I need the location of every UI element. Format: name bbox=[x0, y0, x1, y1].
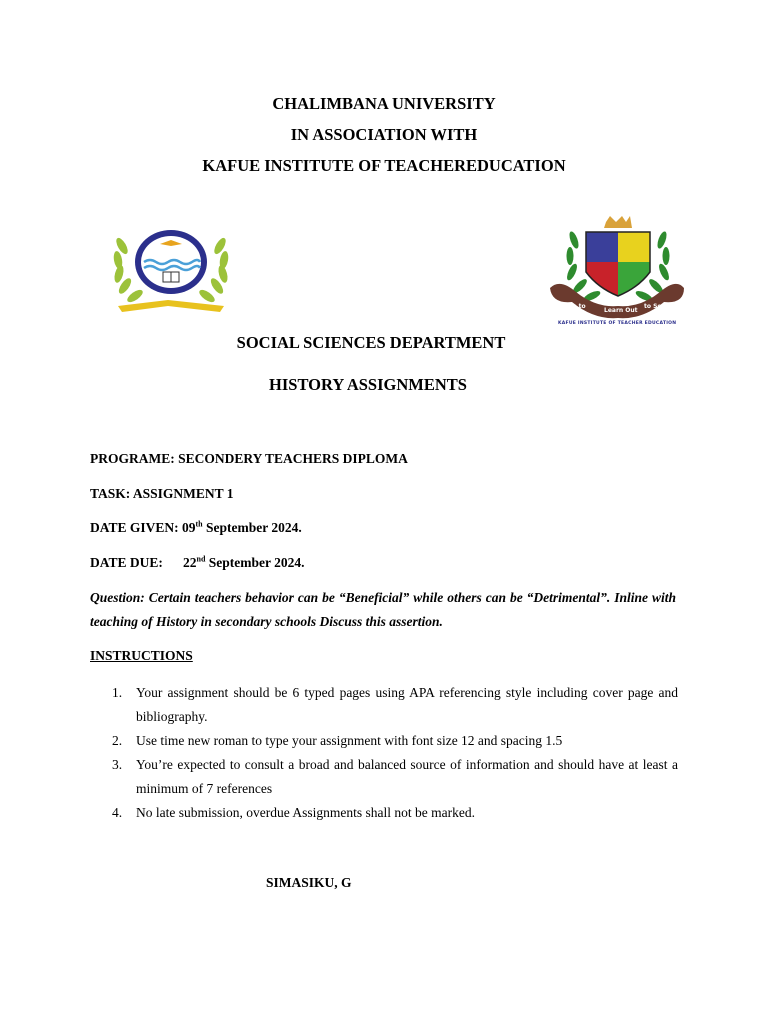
list-item-number: 1. bbox=[112, 685, 123, 700]
list-item-text: No late submission, overdue Assignments shall not be marked. bbox=[136, 805, 475, 820]
date-due-field bbox=[90, 554, 305, 572]
task-field: TASK: ASSIGNMENT 1 bbox=[90, 486, 234, 501]
date-given-field bbox=[90, 519, 302, 537]
date-due-day: 22 bbox=[183, 555, 197, 570]
lecturer-signature: SIMASIKU, G bbox=[266, 875, 352, 890]
list-item-number: 2. bbox=[112, 733, 123, 748]
date-given-suffix: th bbox=[195, 519, 203, 529]
crest-motto-3: to Serve bbox=[644, 303, 673, 310]
assignment-question: Question: Certain teachers behavior can be “Beneficial” while others can be “Detrimental”. Inline with teaching of History in secondary schools Discuss this assertion. bbox=[90, 590, 676, 629]
date-due-month-year: September 2024. bbox=[205, 555, 305, 570]
kafue-institute-crest bbox=[546, 212, 686, 332]
list-item-number: 4. bbox=[112, 805, 123, 820]
programme-field: PROGRAME: SECONDERY TEACHERS DIPLOMA bbox=[90, 451, 408, 466]
chalimbana-university-logo bbox=[108, 222, 234, 316]
list-item bbox=[90, 729, 678, 753]
date-given-label: DATE GIVEN: 09 bbox=[90, 520, 196, 535]
instructions-heading: INSTRUCTIONS bbox=[90, 648, 193, 663]
assignment-subtitle: HISTORY ASSIGNMENTS bbox=[269, 375, 467, 394]
date-due-value bbox=[183, 554, 305, 572]
list-item-text: Use time new roman to type your assignment with font size 12 and spacing 1.5 bbox=[136, 733, 563, 748]
crest-ring-text: KAFUE INSTITUTE OF TEACHER EDUCATION bbox=[558, 321, 676, 326]
list-item bbox=[90, 681, 678, 729]
list-item bbox=[90, 753, 678, 801]
date-due-label: DATE DUE: bbox=[90, 555, 163, 570]
list-item-text: Your assignment should be 6 typed pages using APA referencing style including cover page and bibliography. bbox=[136, 685, 678, 724]
header-line-association: IN ASSOCIATION WITH bbox=[290, 125, 478, 144]
header-line-institute: KAFUE INSTITUTE OF TEACHEREDUCATION bbox=[202, 156, 566, 175]
instructions-list bbox=[90, 681, 678, 825]
list-item-text: You’re expected to consult a broad and balanced source of information and should have at least a minimum of 7 references bbox=[136, 757, 678, 796]
department-title: SOCIAL SCIENCES DEPARTMENT bbox=[236, 333, 506, 352]
date-given-month-year: September 2024. bbox=[202, 520, 302, 535]
list-item-number: 3. bbox=[112, 757, 123, 772]
date-due-suffix: nd bbox=[196, 554, 206, 564]
header-line-university: CHALIMBANA UNIVERSITY bbox=[272, 94, 496, 113]
crest-motto-2: Learn Out bbox=[604, 307, 638, 314]
crest-motto-1: In to bbox=[570, 303, 586, 310]
list-item bbox=[90, 801, 678, 825]
